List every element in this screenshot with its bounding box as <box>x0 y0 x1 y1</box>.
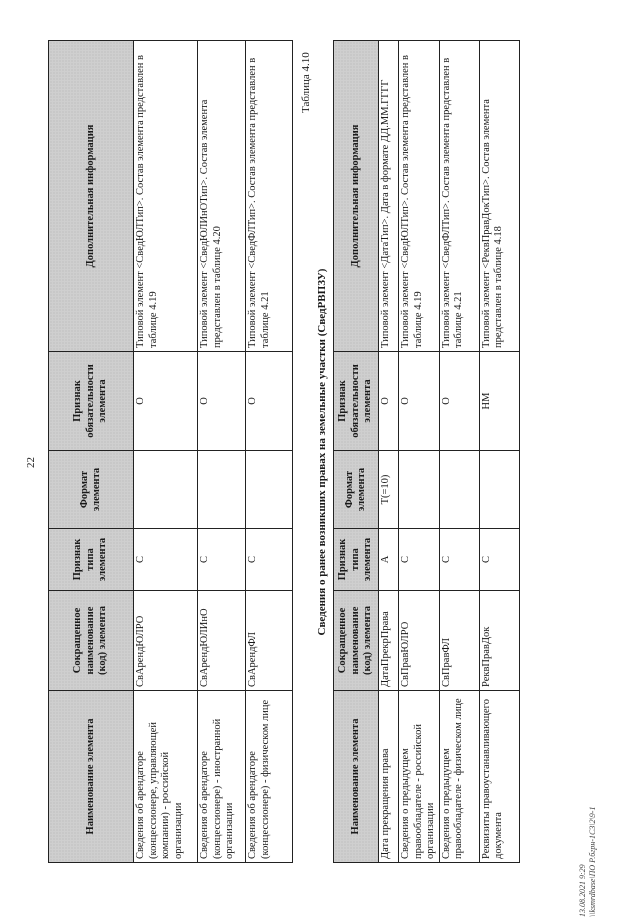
header-col-info: Дополнительная информация <box>49 41 134 352</box>
cell-col-code: ДатаПрекрПрава <box>379 591 399 691</box>
header-col-name: Наименование элемента <box>334 691 379 863</box>
cell-col-name: Сведения об арендаторе (концессионере) - физическом лице <box>246 691 293 863</box>
table-row <box>198 41 246 863</box>
header-col-type: Признак типа элемента <box>334 529 379 591</box>
header-col-name: Наименование элемента <box>49 691 134 863</box>
cell-col-code: СвАрендФЛ <box>246 591 293 691</box>
header-col-format: Формат элемента <box>334 451 379 529</box>
cell-col-required: НМ <box>479 352 519 451</box>
table-row <box>379 41 399 863</box>
table-title: Сведения о ранее возникших правах на земельные участки (СведРВПЗУ) <box>316 268 328 636</box>
cell-col-type: С <box>198 529 246 591</box>
table-row <box>439 41 479 863</box>
cell-col-info: Типовой элемент <СведЮЛТип>. Состав элемента представлен в таблице 4.19 <box>399 41 440 352</box>
header-col-type: Признак типа элемента <box>49 529 134 591</box>
cell-col-type: С <box>479 529 519 591</box>
header-col-required: Признак обязательности элемента <box>49 352 134 451</box>
cell-col-type: С <box>399 529 440 591</box>
page-number: 22 <box>25 457 37 468</box>
cell-col-name: Сведения о предыдущем правообладателе - физическом лице <box>439 691 479 863</box>
cell-col-type: С <box>134 529 198 591</box>
cell-col-name: Сведения об арендаторе (концессионере) - иностранной организации <box>198 691 246 863</box>
cell-col-type: С <box>439 529 479 591</box>
cell-col-format <box>439 451 479 529</box>
table-row <box>479 41 519 863</box>
cell-col-name: Дата прекращения права <box>379 691 399 863</box>
cell-col-required: О <box>198 352 246 451</box>
header-col-format: Формат элемента <box>49 451 134 529</box>
cell-col-format <box>479 451 519 529</box>
side-note-date: 13.08.2021 9:29 <box>578 864 587 917</box>
cell-col-type: А <box>379 529 399 591</box>
cell-col-name: Реквизиты правоустанавливающего документа <box>479 691 519 863</box>
cell-col-code: СвПравФЛ <box>439 591 479 691</box>
cell-col-code: СвАрендЮЛРО <box>134 591 198 691</box>
cell-col-info: Типовой элемент <ДатаТип>. Дата в формате ДД.ММ.ГГГГ <box>379 41 399 352</box>
cell-col-required: О <box>379 352 399 451</box>
cell-col-format <box>246 451 293 529</box>
cell-col-info: Типовой элемент <СведЮЛТип>. Состав элемента представлен в таблице 4.19 <box>134 41 198 352</box>
cell-col-info: Типовой элемент <РеквПравДокТип>. Состав элемента представлен в таблице 4.18 <box>479 41 519 352</box>
cell-col-code: РеквПравДок <box>479 591 519 691</box>
table-continued <box>48 40 293 863</box>
cell-col-format <box>399 451 440 529</box>
cell-col-required: О <box>399 352 440 451</box>
cell-col-info: Типовой элемент <СведФЛТип>. Состав элемента представлен в таблице 4.21 <box>246 41 293 352</box>
table-row <box>134 41 198 863</box>
cell-col-code: СвПравЮЛРО <box>399 591 440 691</box>
cell-col-format <box>134 451 198 529</box>
side-note-path: \\ksmrdbase\ПО Р.бгрн-1С3\2\9-1 <box>588 806 597 917</box>
cell-col-info: Типовой элемент <СведФЛТип>. Состав элемента представлен в таблице 4.21 <box>439 41 479 352</box>
header-col-info: Дополнительная информация <box>334 41 379 352</box>
cell-col-info: Типовой элемент <СведЮЛИнОТип>. Состав элемента представлен в таблице 4.20 <box>198 41 246 352</box>
header-col-code: Сокращенное наименование (код) элемента <box>49 591 134 691</box>
side-note <box>578 767 598 917</box>
table-row <box>246 41 293 863</box>
cell-col-format <box>198 451 246 529</box>
table-header-row <box>49 41 134 863</box>
cell-col-required: О <box>246 352 293 451</box>
cell-col-format: Т(=10) <box>379 451 399 529</box>
cell-col-name: Сведения о предыдущем правообладателе - российской организации <box>399 691 440 863</box>
cell-col-required: О <box>134 352 198 451</box>
cell-col-code: СвАрендЮЛИнО <box>198 591 246 691</box>
header-col-code: Сокращенное наименование (код) элемента <box>334 591 379 691</box>
table-caption: Таблица 4.10 <box>300 52 312 113</box>
cell-col-name: Сведения об арендаторе (концессионере, управляющей компании) - российской организации <box>134 691 198 863</box>
table-row <box>399 41 440 863</box>
table-rvpzu <box>333 40 520 863</box>
table-header-row <box>334 41 379 863</box>
header-col-required: Признак обязательности элемента <box>334 352 379 451</box>
cell-col-type: С <box>246 529 293 591</box>
cell-col-required: О <box>439 352 479 451</box>
